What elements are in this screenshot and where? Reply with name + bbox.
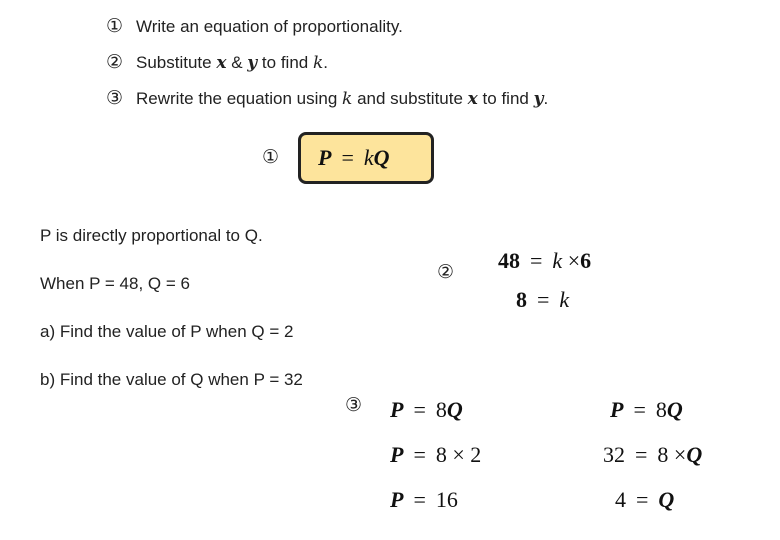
step-2-y: y bbox=[247, 53, 258, 73]
step-1-number: ① bbox=[106, 15, 124, 37]
question-line-1: P is directly proportional to Q. bbox=[40, 226, 263, 245]
step-2-instruction: ② Substitute x & y to find k. bbox=[106, 51, 329, 73]
sub1-rel: = bbox=[530, 248, 543, 273]
sub1-times: × bbox=[567, 248, 581, 273]
step-3-instruction: ③ Rewrite the equation using k and substitute x to find y. bbox=[106, 87, 549, 109]
step-3-k: k bbox=[342, 89, 353, 109]
part-b-line-2-var: Q bbox=[686, 442, 703, 467]
eq1-lhs: P bbox=[318, 145, 332, 170]
part-b-line-2-lhs: 32 bbox=[603, 442, 625, 467]
step-3-to-find: to find bbox=[482, 89, 529, 108]
eq1-rel: = bbox=[341, 145, 354, 170]
solution-step-3-number: ③ bbox=[345, 394, 363, 416]
part-a-line-2-lhs: P bbox=[390, 442, 404, 467]
part-a-line-2-rhs: 8 × 2 bbox=[435, 442, 482, 467]
step-3-x: x bbox=[467, 89, 478, 109]
part-b-line-1 bbox=[610, 397, 683, 423]
part-b-line-1-lhs: P bbox=[610, 397, 624, 422]
question-part-b: b) Find the value of Q when P = 32 bbox=[40, 370, 303, 389]
question-part-a: a) Find the value of P when Q = 2 bbox=[40, 322, 294, 341]
part-b-line-3-var: Q bbox=[658, 487, 675, 512]
part-a-line-3-rhs: 16 bbox=[435, 487, 458, 512]
step-3-y: y bbox=[533, 89, 544, 109]
step-3-text: Rewrite the equation using bbox=[136, 89, 338, 108]
part-b-line-3-lhs: 4 bbox=[615, 487, 626, 512]
part-b-line-1-var: Q bbox=[666, 397, 683, 422]
sub1-rhs: 6 bbox=[580, 248, 592, 273]
step-2-number: ② bbox=[106, 51, 124, 73]
sub2-rhs: k bbox=[559, 287, 570, 312]
part-a-line-3 bbox=[390, 487, 458, 513]
sub2-lhs: 8 bbox=[516, 287, 527, 312]
question-line-2: When P = 48, Q = 6 bbox=[40, 274, 190, 293]
part-a-line-2-rel: = bbox=[413, 442, 426, 467]
part-a-line-1-coef: 8 bbox=[435, 397, 447, 422]
substitution-line-2 bbox=[516, 287, 569, 313]
step-2-k: k bbox=[312, 53, 324, 73]
part-b-line-3-rel: = bbox=[636, 487, 649, 512]
substitution-line-1 bbox=[498, 248, 591, 274]
part-b-line-3 bbox=[615, 487, 674, 513]
proportionality-equation bbox=[318, 145, 390, 171]
step-3-number: ③ bbox=[106, 87, 124, 109]
step-2-to-find: to find bbox=[261, 53, 309, 72]
eq1-rhs: Q bbox=[373, 145, 390, 170]
part-a-line-1-rel: = bbox=[413, 397, 426, 422]
part-b-line-1-rel: = bbox=[633, 397, 646, 422]
step-2-x: x bbox=[216, 53, 227, 73]
part-a-line-3-rel: = bbox=[413, 487, 426, 512]
sub1-lhs: 48 bbox=[498, 248, 520, 273]
part-b-line-2 bbox=[603, 442, 702, 468]
step-2-amp: & bbox=[231, 53, 243, 72]
part-b-line-2-coef: 8 × bbox=[657, 442, 687, 467]
part-a-line-2 bbox=[390, 442, 481, 468]
part-a-line-1 bbox=[390, 397, 463, 423]
solution-step-2-number: ② bbox=[437, 261, 455, 283]
part-b-line-2-rel: = bbox=[635, 442, 648, 467]
part-a-line-1-lhs: P bbox=[390, 397, 404, 422]
step-1-text: Write an equation of proportionality. bbox=[136, 17, 403, 36]
part-a-line-3-lhs: P bbox=[390, 487, 404, 512]
eq1-k: k bbox=[363, 145, 374, 170]
step-3-and-substitute: and substitute bbox=[357, 89, 463, 108]
sub1-k: k bbox=[552, 248, 563, 273]
step-2-text: Substitute bbox=[136, 53, 212, 72]
part-b-line-1-coef: 8 bbox=[655, 397, 667, 422]
part-a-line-1-var: Q bbox=[446, 397, 463, 422]
sub2-rel: = bbox=[537, 287, 550, 312]
step-1-instruction bbox=[106, 15, 403, 37]
solution-step-1-number: ① bbox=[262, 146, 280, 168]
